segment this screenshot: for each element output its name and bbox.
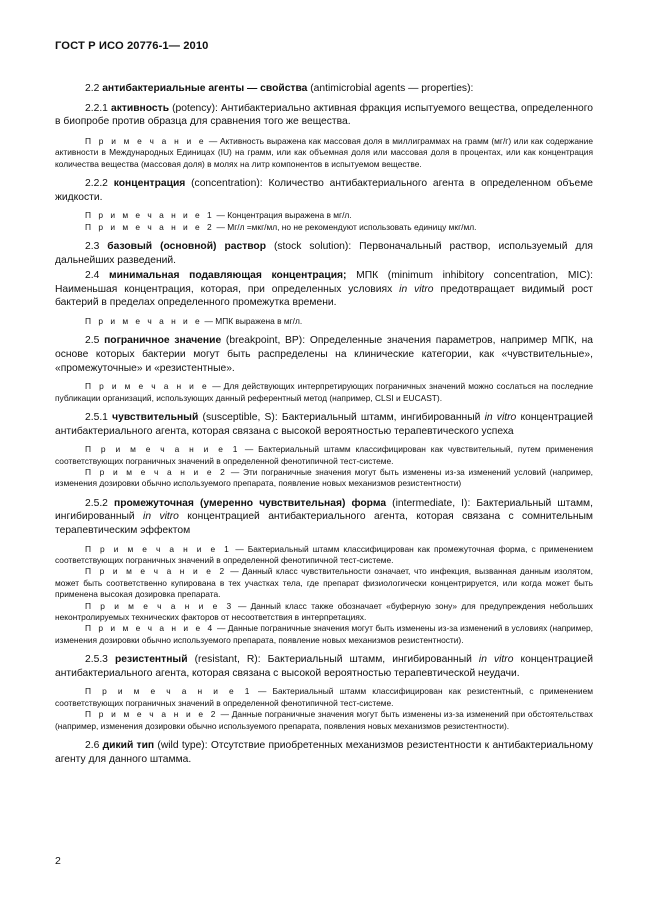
document-body <box>55 82 593 772</box>
term: активность <box>110 102 170 114</box>
term: дикий тип <box>102 740 155 752</box>
note: П р и м е ч а н и е 2 — Эти пограничные значения могут быть изменены из-за изменений условий (например, изменения дозировки обычно используемого препарата, появление новых механизмов резистентности) <box>55 466 593 489</box>
term: базовый (основной) раствор <box>107 241 267 252</box>
section-2-2-1: 2.2.1 активность (potency): Антибактериально активная фракция испытуемого вещества, определенного в биопробе против образца для сравнения того же вещества. <box>55 102 593 128</box>
section-2-3: 2.3 базовый (основной) раствор (stock solution): Первоначальный раствор, используемый для дальнейших разведений. <box>55 241 593 266</box>
note: П р и м е ч а н и е 3 — Данный класс также обозначает «буферную зону» для предупреждения небольших неконтролируемых технических факторов от несоответствия в интерпретациях. <box>55 600 593 622</box>
term: пограничное значение <box>104 335 222 347</box>
term: промежуточная (умеренно чувствительная) форма <box>114 497 387 509</box>
note: П р и м е ч а н и е 1 — Концентрация выражена в мг/л. <box>85 210 352 221</box>
section-2-5: 2.5 пограничное значение (breakpoint, BP): Определенные значения параметров, например МПК, на основе которых бактерии могут быть распределены на клинические категории, как «чувствительные», «промежуточные» и «резистентные». <box>55 335 593 374</box>
note: П р и м е ч а н и е — МПК выражена в мг/л. <box>85 315 303 326</box>
note: П р и м е ч а н и е 2 — Мг/л =мкг/мл, но не рекомендуют использовать единицу мкг/мл. <box>85 221 477 232</box>
note: П р и м е ч а н и е — Для действующих интерпретирующих пограничных значений можно сослаться на последние публикации организаций, использующих данный референтный метод (например, CLSI и EUCAST). <box>55 381 593 403</box>
note: П р и м е ч а н и е 2 — Данные пограничные значения могут быть изменены из-за изменений при обстоятельствах (например, изменения дозировки обычно используемого препарата, появления новых механизмов резистентности). <box>55 709 593 731</box>
page-number: 2 <box>55 855 61 867</box>
term: концентрация <box>113 178 186 189</box>
note: П р и м е ч а н и е 1 — Бактериальный штамм классифицирован как резистентный, с применением соответствующих пограничных значений в определенной фенотипичной тест-системе. <box>55 686 593 708</box>
section-2-2-2: 2.2.2 концентрация (concentration): Количество антибактериального агента в определенном объеме жидкости. <box>55 178 593 203</box>
section-2-4: 2.4 минимальная подавляющая концентрация; МПК (minimum inhibitory concentration, MIC): Наименьшая концентрация, которая, при определенных условиях in vitro предотвращает видимый рост бактерий в пределах определенного промежутка времени. <box>55 270 594 309</box>
note: П р и м е ч а н и е — Активность выражена как массовая доля в миллиграммах на грамм (мг/г) или как содержание активности в Международных Единицах (IU) на грамм, или как объемная доля или массовая доля в процентах, или как концентрация количества вещества (массовая доля) в молях на литр компонентов в испытуемом веществе. <box>55 135 593 169</box>
section-2-5-2: 2.5.2 промежуточная (умеренно чувствительная) форма (intermediate, I): Бактериальный штамм, ингибированный in vitro концентрацией антибактериального агента, которая связана с сомнительным терапевтическим эффектом <box>55 497 593 536</box>
section-2-6: 2.6 дикий тип (wild type): Отсутствие приобретенных механизмов резистентности к антибактериальному агенту для данного штамма. <box>55 740 593 765</box>
document-header: ГОСТ Р ИСО 20776-1— 2010 <box>55 40 209 52</box>
term: минимальная подавляющая концентрация; <box>108 270 347 282</box>
note: П р и м е ч а н и е 1 — Бактериальный штамм классифицирован как промежуточная форма, с применением соответствующих пограничных значений в определенной фенотипичной тест-системе. <box>55 543 593 565</box>
term: чувствительный <box>112 411 199 423</box>
section-2-2: 2.2 антибактериальные агенты — свойства (antimicrobial agents — properties): <box>85 83 474 94</box>
term: резистентный <box>114 654 188 666</box>
note: П р и м е ч а н и е 2 — Данный класс чувствительности означает, что инфекция, вызванная данным изолятом, может быть соответственно купирована в тех участках тела, где препарат физиологически концентрируется, или когда может быть применена высокая дозировка препарата. <box>55 566 593 600</box>
section-2-5-1: 2.5.1 чувствительный (susceptible, S): Бактериальный штамм, ингибированный in vitro концентрацией антибактериального агента, которая связана с высокой вероятностью терапевтического успеха <box>55 411 593 437</box>
note: П р и м е ч а н и е 1 — Бактериальный штамм классифицирован как чувствительный, путем применения соответствующих пограничных значений в определенной фенотипичной тест-системе. <box>55 444 594 466</box>
note: П р и м е ч а н и е 4 — Данные пограничные значения могут быть изменены из-за изменений в условиях (например, изменения дозировки обычно используемого препарата, появление новых механизмов резистентности). <box>55 623 593 645</box>
term: антибактериальные агенты — свойства <box>102 83 308 94</box>
section-2-5-3: 2.5.3 резистентный (resistant, R): Бактериальный штамм, ингибированный in vitro концентрацией антибактериального агента, которая связана с высокой вероятностью терапевтической неудачи. <box>55 654 594 679</box>
